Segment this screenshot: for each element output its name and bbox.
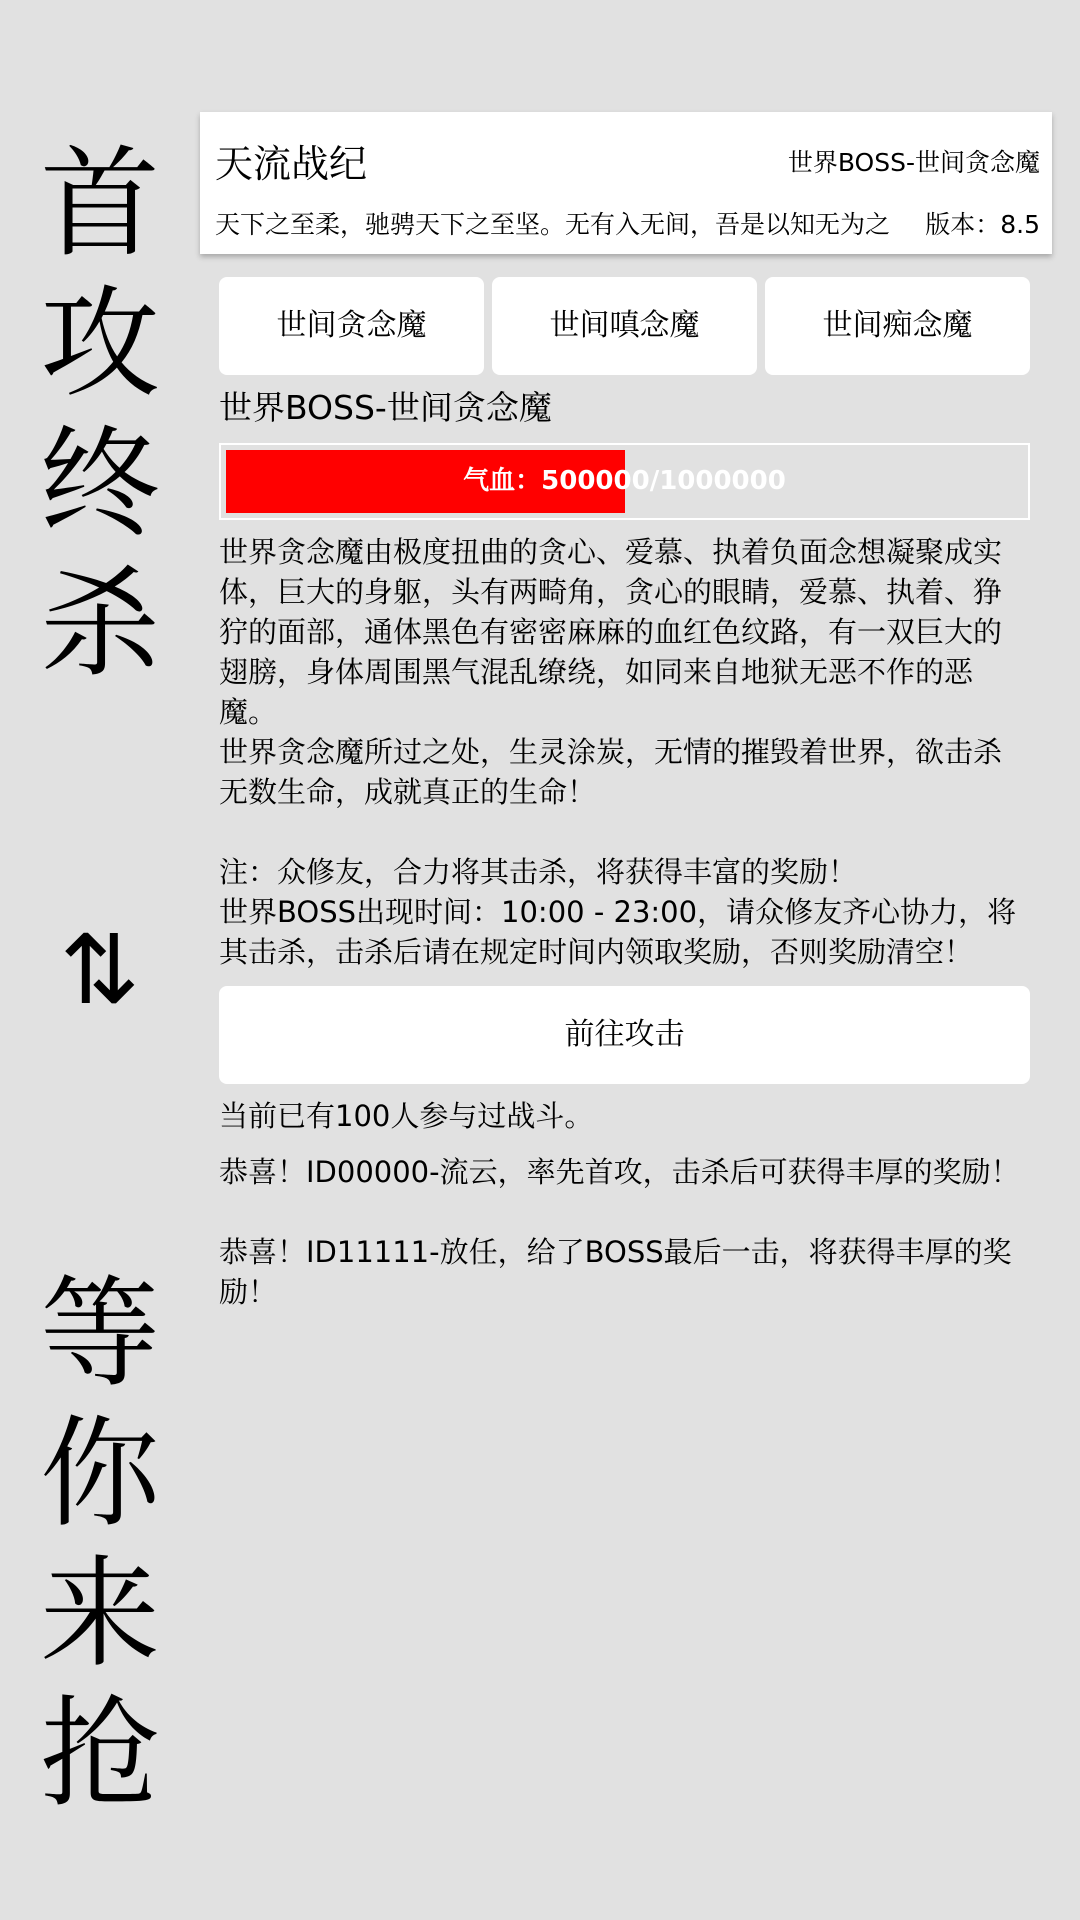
swap-arrows-icon: ⇅ xyxy=(59,914,141,1026)
slogan-char: 你 xyxy=(40,1405,160,1544)
boss-tabs xyxy=(219,277,1030,375)
boss-name: 世界BOSS-世间贪念魔 xyxy=(219,388,552,427)
tab-delusion-demon[interactable]: 世间痴念魔 xyxy=(765,277,1030,375)
schedule-notice: 世界BOSS出现时间：10:00 - 23:00，请众修友齐心协力，将其击杀，击杀后请在规定时间内领取奖励，否则奖励清空！ xyxy=(219,895,1017,969)
boss-ticker: 世界BOSS-世间贪念魔 xyxy=(787,148,1040,177)
boss-description xyxy=(219,532,1030,972)
hp-bar xyxy=(219,443,1030,520)
motto-text: 天下之至柔，驰骋天下之至坚。无有入无间，吾是以知无为之 xyxy=(215,210,891,239)
slogan-char: 抢 xyxy=(40,1685,160,1824)
boss-panel xyxy=(219,385,1030,1312)
last-hit-message: 恭喜！ID11111-放任，给了BOSS最后一击，将获得丰厚的奖励！ xyxy=(219,1235,1012,1309)
notice-text: 注：众修友，合力将其击杀，将获得丰富的奖励！ xyxy=(219,855,858,889)
app-header xyxy=(200,112,1052,254)
slogan-char: 来 xyxy=(40,1545,160,1684)
slogan-char: 杀 xyxy=(40,555,160,694)
app-title: 天流战纪 xyxy=(215,142,368,186)
version-label: 版本：8.5 xyxy=(925,210,1040,239)
first-strike-message: 恭喜！ID00000-流云，率先首攻，击杀后可获得丰厚的奖励！ xyxy=(219,1155,1020,1189)
slogan-char: 终 xyxy=(40,415,160,554)
slogan-char: 等 xyxy=(40,1265,160,1404)
tab-anger-demon[interactable]: 世间嗔念魔 xyxy=(492,277,757,375)
description-paragraph: 世界贪念魔所过之处，生灵涂炭，无情的摧毁着世界，欲击杀无数生命，成就真正的生命！ xyxy=(219,735,1003,809)
attack-button[interactable]: 前往攻击 xyxy=(219,986,1030,1084)
description-paragraph: 世界贪念魔由极度扭曲的贪心、爱慕、执着负面念想凝聚成实体，巨大的身躯，头有两畸角，贪心的眼睛，爱慕、执着、狰狞的面部，通体黑色有密密麻麻的血红色纹路，有一双巨大的翅膀，身体周围黑气混乱缭绕，如同来自地狱无恶不作的恶魔。 xyxy=(219,535,1003,729)
slogan-char: 攻 xyxy=(40,275,160,414)
participant-count: 当前已有100人参与过战斗。 xyxy=(219,1099,594,1133)
side-slogan xyxy=(0,0,200,1920)
tab-greed-demon[interactable]: 世间贪念魔 xyxy=(219,277,484,375)
hp-label: 气血：500000/1000000 xyxy=(463,466,786,496)
slogan-char: 首 xyxy=(40,135,160,274)
